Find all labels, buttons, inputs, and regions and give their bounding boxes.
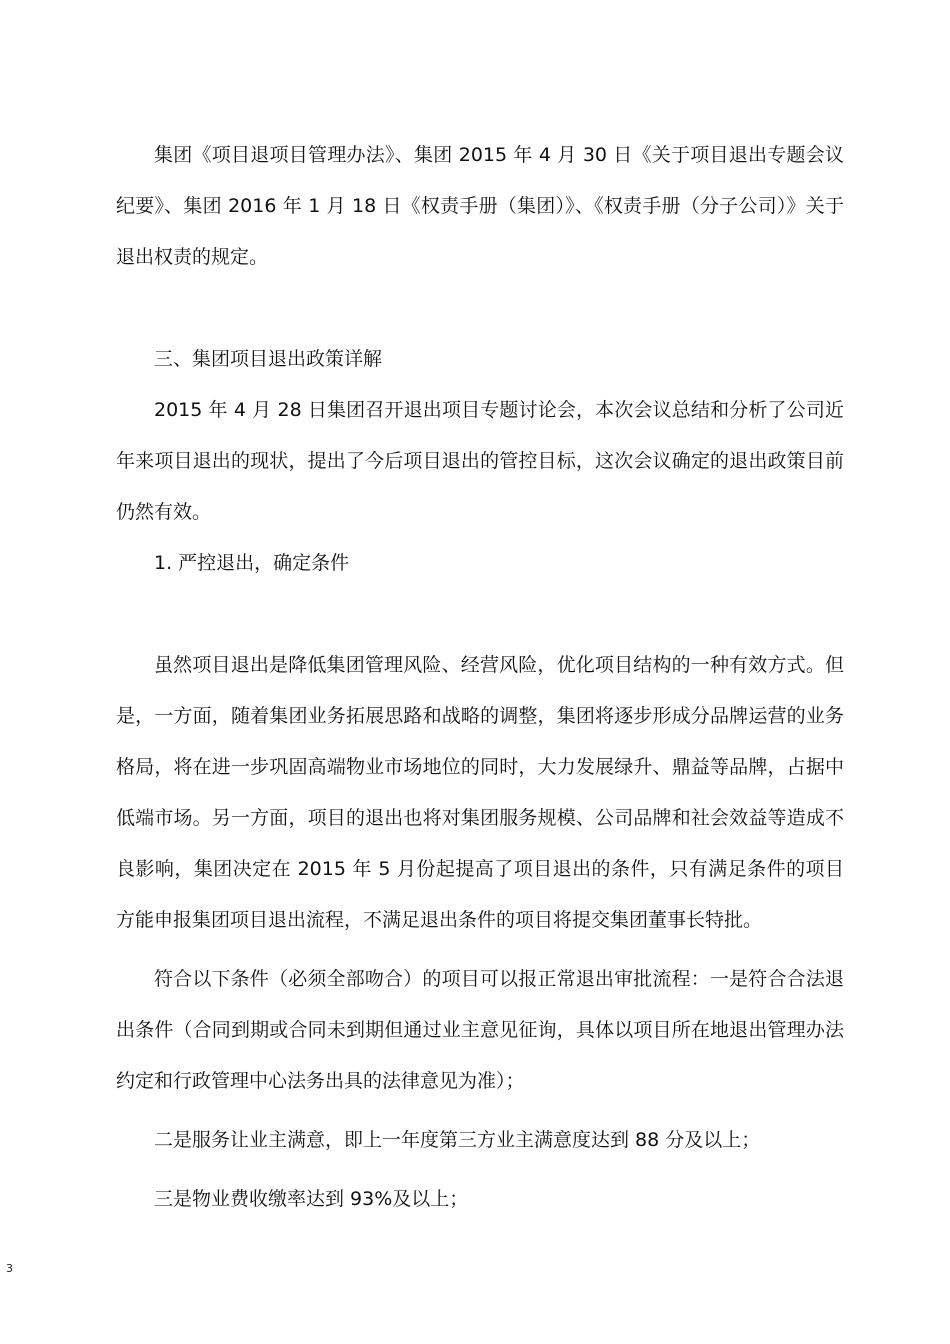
paragraph-exit-control: 虽然项目退出是降低集团管理风险、经营风险，优化项目结构的一种有效方式。但是，一方面，随着集团业务拓展思路和战略的调整，集团将逐步形成分品牌运营的业务格局，将在进一步巩固高端物业市场地位的同时，大力发展绿升、鼎益等品牌，占据中低端市场。另一方面，项目的退出也将对集团服务规模、公司品牌和社会效益等造成不良影响，集团决定在 2015 年 5 月份起提高了项目退出的条件，只有满足条件的项目方能申报集团项目退出流程，不满足退出条件的项目将提交集团董事长特批。 bbox=[116, 654, 844, 931]
subsection-heading-1: 1. 严控退出，确定条件 bbox=[154, 552, 350, 574]
section-heading-3: 三、集团项目退出政策详解 bbox=[154, 348, 383, 370]
paragraph-regulations: 集团《项目退项目管理办法》、集团 2015 年 4 月 30 日《关于项目退出专题会议纪要》、集团 2016 年 1 月 18 日《权责手册（集团）》、《权责手册（分子公司）》关于退出权责的规定。 bbox=[116, 144, 844, 268]
page-number: 3 bbox=[6, 1262, 13, 1275]
document-body bbox=[116, 130, 844, 1225]
paragraph-condition-1: 符合以下条件（必须全部吻合）的项目可以报正常退出审批流程：一是符合合法退出条件（合同到期或合同未到期但通过业主意见征询，具体以项目所在地退出管理办法约定和行政管理中心法务出具的法律意见为准）； bbox=[116, 968, 844, 1092]
paragraph-meeting: 2015 年 4 月 28 日集团召开退出项目专题讨论会，本次会议总结和分析了公司近年来项目退出的现状，提出了今后项目退出的管控目标，这次会议确定的退出政策目前仍然有效。 bbox=[116, 399, 844, 523]
paragraph-condition-3: 三是物业费收缴率达到 93%及以上； bbox=[154, 1188, 469, 1210]
paragraph-condition-2: 二是服务让业主满意，即上一年度第三方业主满意度达到 88 分及以上； bbox=[154, 1129, 761, 1151]
